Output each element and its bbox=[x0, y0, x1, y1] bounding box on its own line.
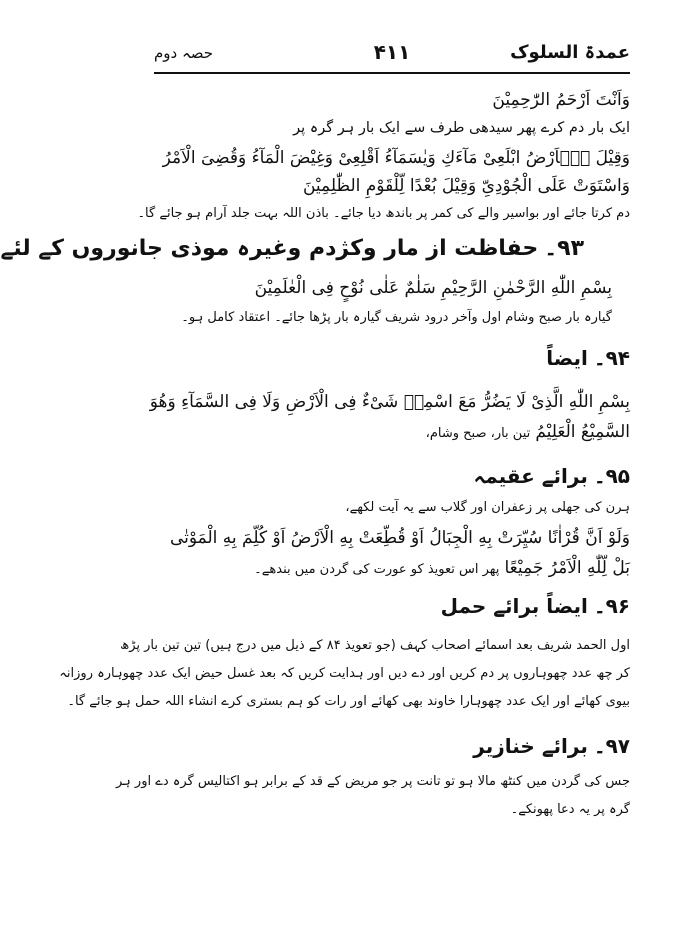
arabic-line: بِسْمِ اللّٰهِ الرَّحْمٰنِ الرَّحِیْمِ سَلٰمٌ عَلٰی نُوْحٍ فِی الْعٰلَمِیْنَ bbox=[254, 278, 612, 298]
section-number: ۹۶۔ bbox=[593, 594, 630, 618]
section-heading bbox=[154, 734, 630, 758]
urdu-line: گیارہ بار صبح وشام اول وآخر درود شریف گیارہ بار پڑھا جائے۔ اعتقاد کامل ہو۔ bbox=[181, 310, 612, 325]
urdu-note: تین بار، صبح وشام، bbox=[425, 426, 531, 441]
arabic-line: وَقِیْلَ یٰۤاَرْضُ ابْلَعِیْ مَآءَكِ وَیٰسَمَآءُ اَقْلِعِیْ وَغِیْضَ الْمَآءُ وَقُضِیَ الْاَمْرُ bbox=[162, 148, 630, 168]
arabic-line: وَاسْتَوَتْ عَلَی الْجُوْدِیِّ وَقِیْلَ بُعْدًا لِّلْقَوْمِ الظّٰلِمِیْنَ bbox=[302, 176, 630, 196]
body-line: کر چھ عدد چھوہاروں پر دم کریں اور دے دیں اور ہدایت کریں کہ بعد غسل حیض ایک عدد چھوہارہ روزانہ bbox=[59, 666, 630, 681]
arabic-line: بِسْمِ اللّٰهِ الَّذِیْ لَا یَضُرُّ مَعَ اسْمِهٖ شَیْءٌ فِی الْاَرْضِ وَلَا فِی السَّمَآءِ وَهُوَ bbox=[149, 392, 630, 412]
section-number: ۹۳۔ bbox=[544, 236, 584, 261]
section-title: حفاظت از مار وکژدم وغیرہ موذی جانوروں کے لئے bbox=[0, 236, 539, 261]
body-line: اول الحمد شریف بعد اسمائے اصحاب کہف (جو تعویذ ۸۴ کے ذیل میں درج ہیں) تین تین بار پڑھ bbox=[120, 638, 630, 653]
arabic-text: بَلْ لِّلّٰهِ الْاَمْرُ جَمِیْعًا bbox=[504, 558, 630, 578]
header-rule bbox=[154, 72, 630, 74]
section-heading bbox=[0, 236, 584, 261]
section-number: ۹۵۔ bbox=[593, 464, 630, 488]
section-title: برائے عقیمہ bbox=[473, 464, 588, 488]
arabic-line-with-note bbox=[154, 422, 630, 442]
arabic-line: وَاَنْتَ اَرْحَمُ الرّٰحِمِیْنَ bbox=[492, 90, 630, 110]
body-line: بیوی کھائے اور ایک عدد چھوہارا خاوند بھی کھائے اور رات کو ہم بستری کرے انشاء اللہ حمل ہو جائے گا۔ bbox=[67, 694, 630, 709]
section-heading bbox=[154, 594, 630, 618]
urdu-line: دم کرتا جائے اور بواسیر والے کی کمر پر باندھ دیا جائے۔ باذن اللہ بہت جلد آرام ہو جائے گا۔ bbox=[137, 206, 630, 221]
page-number: ۴۱۱ bbox=[373, 40, 411, 64]
section-title: ایضاً برائے حمل bbox=[440, 594, 588, 618]
section-heading bbox=[154, 346, 630, 370]
urdu-note: پھر اس تعویذ کو عورت کی گردن میں بندھے۔ bbox=[254, 562, 500, 577]
arabic-line: وَلَوْ اَنَّ قُرْاٰنًا سُیِّرَتْ بِهِ الْجِبَالُ اَوْ قُطِّعَتْ بِهِ الْاَرْضُ اَوْ كُلِّمَ بِهِ الْمَوْتٰی bbox=[169, 528, 630, 548]
section-number: ۹۷۔ bbox=[593, 734, 630, 758]
arabic-text: السَّمِیْعُ الْعَلِیْمُ bbox=[535, 422, 630, 442]
part-label: حصہ دوم bbox=[154, 44, 214, 62]
body-line: گرہ پر یہ دعا پھونکے۔ bbox=[510, 802, 630, 817]
book-title: عمدۃ السلوک bbox=[510, 42, 630, 63]
section-number: ۹۴۔ bbox=[593, 346, 630, 370]
urdu-line: ایک بار دم کرے پھر سیدھی طرف سے ایک بار ہر گرہ پر bbox=[293, 120, 630, 136]
section-title: برائے خنازیر bbox=[473, 734, 588, 758]
page-header bbox=[154, 40, 630, 70]
arabic-line-with-note bbox=[154, 558, 630, 578]
section-title: ایضاً bbox=[546, 346, 588, 370]
section-heading bbox=[154, 464, 630, 488]
body-line: جس کی گردن میں کنٹھ مالا ہو تو تانت پر جو مریض کے قد کے برابر ہو اکتالیس گرہ دے اور ہر bbox=[116, 774, 630, 789]
urdu-line: ہرن کی جھلی پر زعفران اور گلاب سے یہ آیت لکھے، bbox=[345, 500, 630, 515]
